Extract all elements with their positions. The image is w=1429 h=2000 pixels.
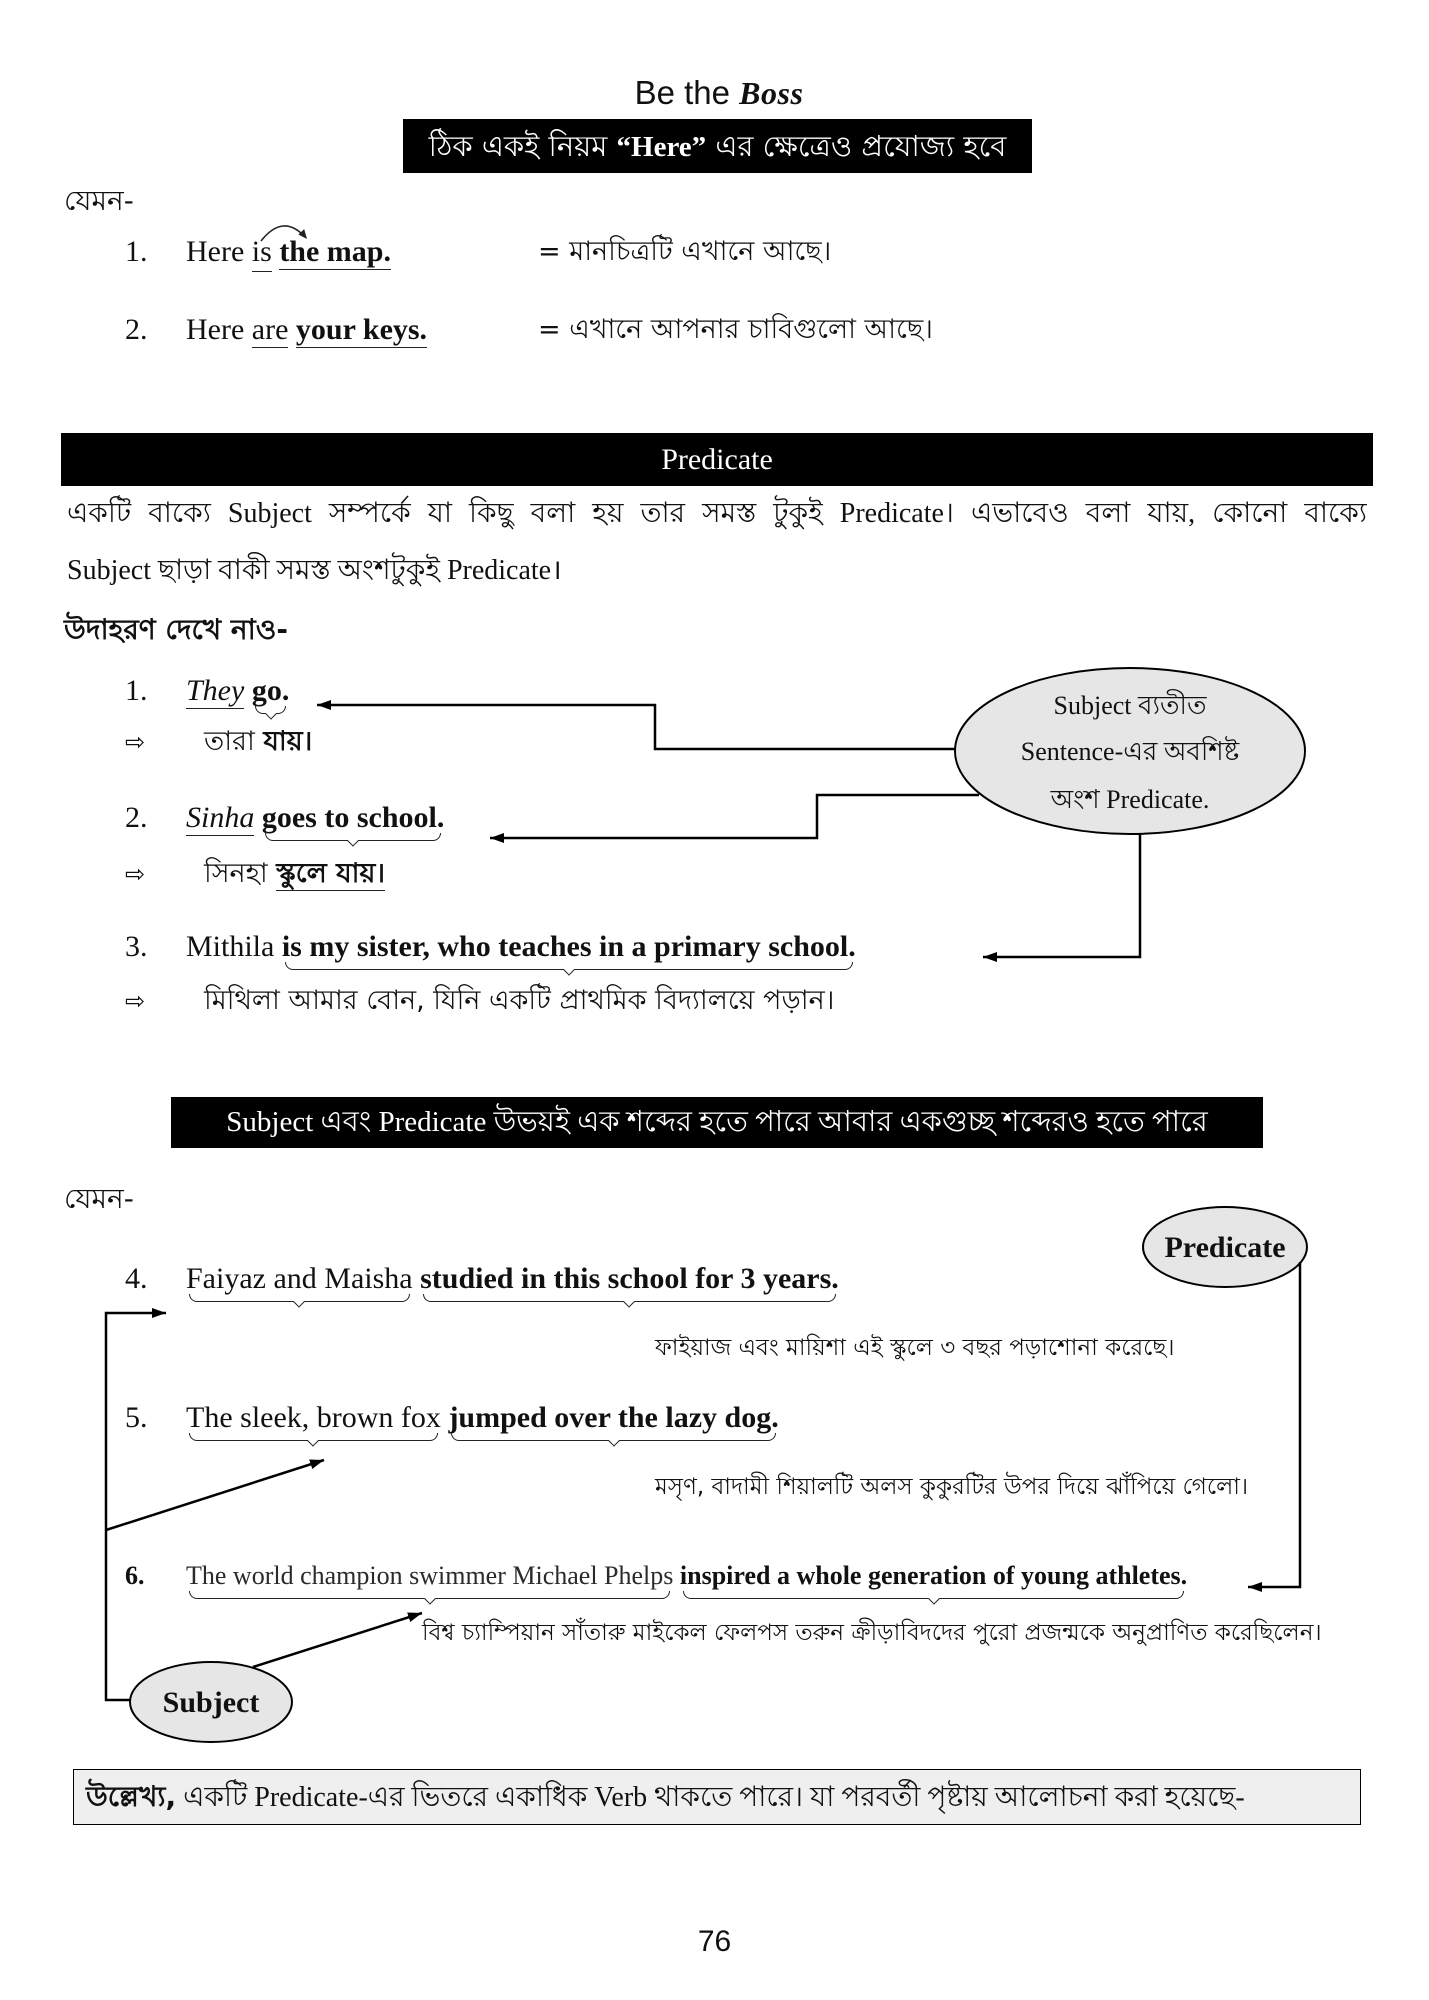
- predicate: go.: [251, 674, 290, 707]
- predicate: is my sister, who teaches in a primary school.: [281, 930, 856, 963]
- arrow-to-example-3: [983, 834, 1140, 957]
- note-text: একটি Predicate-এর ভিতরে একাধিক Verb থাকতে পারে। যা পরবর্তী পৃষ্টায় আলোচনা করা হয়েছে-: [176, 1782, 1245, 1813]
- right-arrow-icon: ⇨: [125, 728, 146, 756]
- translation-predicate: যায়।: [263, 726, 313, 757]
- subject: the map.: [279, 235, 391, 268]
- right-arrow-icon: ⇨: [125, 987, 146, 1015]
- subject: Sinha: [186, 801, 255, 834]
- example-number: 5.: [125, 1401, 148, 1434]
- here-rule-text-start: ঠিক একই নিয়ম: [428, 129, 617, 163]
- predicate-label: Predicate: [1164, 1231, 1286, 1264]
- subject: The sleek, brown fox: [186, 1401, 441, 1434]
- translation-predicate: স্কুলে যায়।: [276, 858, 386, 889]
- subject: They: [186, 674, 245, 707]
- predicate: jumped over the lazy dog.: [448, 1401, 779, 1434]
- subject: Mithila: [186, 930, 275, 963]
- example-number: 2.: [125, 801, 148, 834]
- example-label: যেমন-: [64, 1182, 134, 1215]
- here-rule-keyword: “Here”: [616, 131, 707, 163]
- header-title-emphasis: Boss: [739, 75, 804, 111]
- predicate: goes to school.: [261, 801, 445, 834]
- definition-line-2: Subject ছাড়া বাকী সমস্ত অংশটুকুই Predicate।: [67, 555, 562, 586]
- translation: ফাইয়াজ এবং মায়িশা এই স্কুলে ৩ বছর পড়াশোনা করেছে।: [655, 1335, 1175, 1361]
- translation: মসৃণ, বাদামী শিয়ালটি অলস কুকুরটির উপর দিয়ে ঝাঁপিয়ে গেলো।: [655, 1474, 1249, 1500]
- arrow-to-example-1: [317, 705, 955, 749]
- subject-arrow-to-example-6: [253, 1613, 422, 1667]
- subject: your keys.: [295, 313, 428, 346]
- example-number: 4.: [125, 1262, 148, 1295]
- predicate-heading: Predicate: [661, 443, 773, 476]
- example-number: 6.: [125, 1561, 145, 1590]
- arrow-to-example-2: [490, 795, 979, 838]
- translation-text: তারা: [204, 726, 264, 757]
- translation: = মানচিত্রটি এখানে আছে।: [538, 236, 832, 267]
- subject-arrow-to-example-5: [106, 1460, 324, 1530]
- translation: মিথিলা আমার বোন, যিনি একটি প্রাথমিক বিদ্যালয়ে পড়ান।: [204, 985, 835, 1016]
- callout-line-3: অংশ Predicate.: [1050, 785, 1210, 814]
- subject: The world champion swimmer Michael Phelps: [186, 1558, 673, 1594]
- here-word: Here: [186, 235, 245, 268]
- right-arrow-icon: ⇨: [125, 860, 146, 888]
- example-label: যেমন-: [64, 184, 134, 217]
- translation-text: সিনহা: [204, 858, 277, 889]
- verb: are: [251, 313, 289, 346]
- callout-line-2: Sentence-এর অবশিষ্ট: [1020, 737, 1240, 766]
- note-label: উল্লেখ্য,: [86, 1780, 177, 1813]
- subject: Faiyaz and Maisha: [186, 1262, 413, 1295]
- example-number: 1.: [125, 235, 148, 268]
- translation: = এখানে আপনার চাবিগুলো আছে।: [538, 314, 933, 345]
- callout-line-1: Subject ব্যতীত: [1053, 691, 1207, 720]
- here-rule-text-end: এর ক্ষেত্রেও প্রযোজ্য হবে: [706, 129, 1007, 163]
- example-number: 1.: [125, 674, 148, 707]
- here-word: Here: [186, 313, 245, 346]
- predicate-arrow-to-example-6: [1248, 1262, 1300, 1587]
- group-banner-text: Subject এবং Predicate উভয়ই এক শব্দের হতে পারে আবার একগুচ্ছ শব্দেরও হতে পারে: [226, 1106, 1208, 1138]
- predicate: inspired a whole generation of young athletes.: [680, 1558, 1187, 1594]
- subject-arrow-to-example-4: [106, 1313, 166, 1700]
- example-number: 2.: [125, 313, 148, 346]
- verb-text: is: [251, 235, 272, 268]
- definition-line-1: একটি বাক্যে Subject সম্পর্কে যা কিছু বলা হয় তার সমস্ত টুকুই Predicate। এভাবেও বলা যায়, কোনো বাক্যে: [67, 498, 1367, 529]
- example-number: 3.: [125, 930, 148, 963]
- header-title-prefix: Be the: [634, 74, 730, 111]
- examples-label: উদাহরণ দেখে নাও-: [64, 613, 288, 646]
- page-number: 76: [697, 1925, 732, 1958]
- translation: বিশ্ব চ্যাম্পিয়ান সাঁতারু মাইকেল ফেলপস তরুন ক্রীড়াবিদদের পুরো প্রজন্মকে অনুপ্রাণিত করেছিলেন।: [422, 1620, 1322, 1646]
- predicate: studied in this school for 3 years.: [420, 1262, 839, 1295]
- subject-label: Subject: [162, 1686, 260, 1719]
